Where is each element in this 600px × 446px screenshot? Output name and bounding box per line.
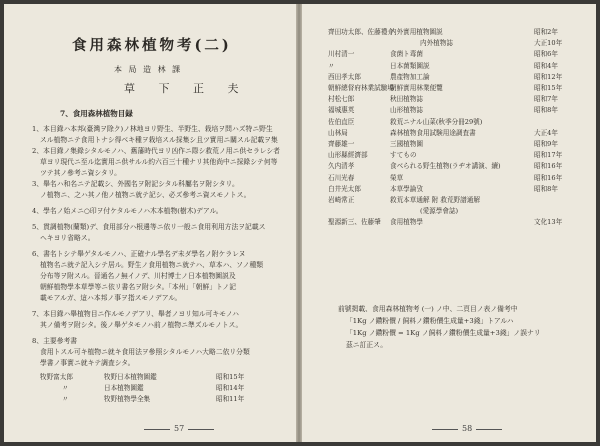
reference-title: 牧野日本植物圖鑑	[104, 373, 157, 381]
reference-year: 昭和16年	[534, 162, 563, 171]
reference-author: 佐伯直臣	[328, 117, 355, 126]
reference-year: 昭和12年	[534, 72, 563, 81]
paragraph-line: 茲ニ訂正ス。	[346, 341, 387, 349]
paragraph-line: 4、學名ノ始メニ○印ヲ付ケタルモノハ木本植物(樹木)デアル。	[32, 207, 223, 215]
reference-title: 朝鮮實用林業便覽	[390, 84, 443, 92]
reference-title: 救荒本草通解 附 救荒野譜通解	[390, 196, 480, 204]
reference-author: 聖源新三、佐藤肇	[328, 218, 381, 227]
reference-title: 内外植物誌	[420, 39, 453, 48]
reference-author: 齊藤雄一	[328, 140, 355, 148]
reference-title: 山形植物誌	[390, 106, 423, 115]
paragraph-line: 7、本目錄ハ舉植物目ニ作ルモノデアリ、舉者ノヨリ知ル可キモノハ	[32, 310, 239, 318]
paragraph-line: 載モアルガ、這ハ本邦ノ事ヲ指スモノデアル。	[40, 294, 182, 302]
reference-title: 食べられる野生植物(ラヂオ講演、續)	[390, 162, 501, 171]
reference-author: 久内清孝	[328, 162, 355, 171]
paragraph-line: ノ植物ニ、之ハ其ノ他ノ植物ニ就テ記シ、必ズ參考ニ資スモノトス。	[40, 191, 251, 199]
right-page	[302, 4, 596, 442]
title-text: 食用森林植物考	[72, 37, 195, 54]
section-heading: 7、食用森林植物目録	[60, 109, 133, 118]
reference-year: 昭和7年	[534, 95, 558, 104]
reference-year: 昭和14年	[216, 384, 245, 392]
reference-title: (愛源學會誌)	[420, 207, 459, 216]
paragraph-line: スル植物ニテ食用トナシ得ベキ種ヲ栽培スル採集シ且ツ實用ニ關スル記載ヲ集	[40, 136, 278, 144]
reference-author: 〃	[62, 395, 69, 403]
page-number: 57	[140, 424, 218, 433]
reference-year: 昭和8年	[534, 184, 558, 193]
reference-year: 文化13年	[534, 218, 563, 227]
reference-author: 白井光太郎	[328, 184, 361, 193]
paragraph-line: 前號掲載、食用森林植物考 (一) ノ中、二頁目ノ表ノ備考中	[338, 305, 518, 313]
paragraph-line: 6、書名トシテ舉ゲタルモノハ、正確ナル學名デ未ダ學名ノ附ケラレヌ	[32, 250, 246, 258]
reference-title: 三國植物圖	[390, 140, 423, 148]
reference-title: 救荒ニナル山菜(秋季分冊29號)	[390, 117, 483, 126]
reference-title: 日本菌類圖説	[390, 61, 430, 70]
paragraph-line: 分布等ヲ附スル。晉通名ノ無イノデ、川村博士ノ日本植物圖説及	[40, 272, 236, 280]
paragraph-line: 「1Kg ノ鑽粉價 = 1Kg ノ飼料ノ鑽粉價生成量+3錢」ノ誤ナリ	[346, 329, 541, 337]
reference-author: 岩崎常正	[328, 196, 355, 204]
reference-author: 山形縣經濟部	[328, 151, 368, 160]
reference-title: 日本植物圖鑑	[104, 384, 144, 392]
paragraph-line: ツテ其ノ參考ニ資シタリ。	[40, 169, 121, 177]
reference-author: 福城惠英	[328, 106, 355, 115]
reference-year: 昭和11年	[216, 395, 245, 403]
title-number: (二)	[194, 37, 232, 54]
reference-year: 昭和6年	[534, 50, 558, 59]
reference-author: 朝鮮總督府林業試驗場	[328, 84, 394, 92]
reference-author: 石川光春	[328, 173, 355, 182]
reference-author: 〃	[328, 61, 335, 70]
reference-title: 農產物加工論	[390, 72, 430, 81]
reference-title: 本草學論攷	[390, 184, 423, 193]
author-affiliation: 本 局 造 林 課	[114, 65, 183, 74]
paragraph-line: ヘキヨリ省略ス。	[40, 234, 95, 242]
reference-title: 森林植物食用試験用途調査書	[390, 128, 476, 137]
reference-year: 昭和8年	[534, 106, 558, 115]
reference-year: 昭和17年	[534, 151, 563, 160]
reference-year: 昭和9年	[534, 140, 558, 148]
reference-year: 昭和2年	[534, 28, 558, 36]
paragraph-line: 其ノ備考ヲ附シタ。後ノ舉ゲタモノハ前ノ植物ニ準ズルモノトス。	[40, 321, 243, 329]
paragraph-line: 「1Kg ノ鑽粉價 / 飼料ノ鑽粉價生成量+3錢」トアルハ	[346, 317, 514, 325]
reference-author: 村松七郎	[328, 95, 355, 104]
reference-year: 昭和15年	[216, 373, 245, 381]
reference-author: 川村清一	[328, 50, 355, 59]
article-title	[72, 34, 232, 55]
reference-year: 昭和15年	[534, 84, 563, 92]
paragraph-line: 植物名ニ就テ記入シテ居ル。野生ノ食用植物ニ就テハ、草本ハ、ソノ種類	[40, 261, 264, 269]
reference-title: 食用植物學	[390, 218, 423, 227]
paragraph-line: 朝鮮植物學本草學等ニ依リ書名ヲ附シタ。「本州」「朝鮮」トノ記	[40, 283, 237, 291]
paragraph-line: 3、舉名ハ和名ニテ記載シ、外國名ヲ附記シタル科屬名ヲ附シタリ。	[32, 180, 239, 188]
paragraph-line: 1、本目錄ハ本邦(臺灣ヲ除ク)ノ林地ヨリ野生、半野生、栽培ヲ問ハズ特ニ野生	[32, 125, 273, 133]
paragraph-line: 學書ノ事實ニ就キテ調査シタ。	[40, 359, 135, 367]
reference-year: 大正10年	[534, 39, 563, 48]
reference-title: 秋田植物誌	[390, 95, 423, 104]
left-page	[4, 4, 297, 442]
page-number: 58	[428, 424, 506, 433]
reference-author: 西田孝太郎	[328, 72, 361, 81]
reference-year: 大正4年	[534, 128, 558, 137]
author-name: 草 下 正 夫	[124, 82, 249, 95]
reference-title: 榮草	[390, 173, 404, 182]
paragraph-line: 8、主要參考書	[32, 337, 78, 345]
reference-title: 内外實用植物圖説	[390, 28, 443, 36]
reference-year: 昭和16年	[534, 173, 563, 182]
paragraph-line: 食用トスル可キ植物ニ就キ食用法ヲ參照シタルモノハ大略二依リ分類	[40, 348, 250, 356]
reference-year: 昭和4年	[534, 61, 558, 70]
reference-author: 牧野富太郎	[40, 373, 73, 381]
paragraph-line: 5、貫調植物(蘭類)デ、食用部分ハ根邊等ニ依リ一般ニ食用利用方法ヲ記載ス	[32, 223, 266, 231]
reference-title: 牧野植物學全集	[104, 395, 151, 403]
reference-author: 〃	[62, 384, 69, 392]
paragraph-line: 2、本目錄ノ集錄シタルモノハ、舊藩時代ヨリ凶作ニ際シ救荒ノ用ニ供セラレシ者	[32, 147, 280, 155]
reference-author: 齊田功太郎、佐藤禮介	[328, 28, 394, 36]
reference-title: すてもの	[390, 151, 417, 160]
reference-title: 食菌ト毒菌	[390, 50, 423, 59]
paragraph-line: 草ヨリ現代ニ至ル迄實用ニ供サルル約六百三十種ナリ其他尚中ニ採錄シテ何等	[40, 158, 278, 166]
reference-author: 山林局	[328, 128, 348, 137]
